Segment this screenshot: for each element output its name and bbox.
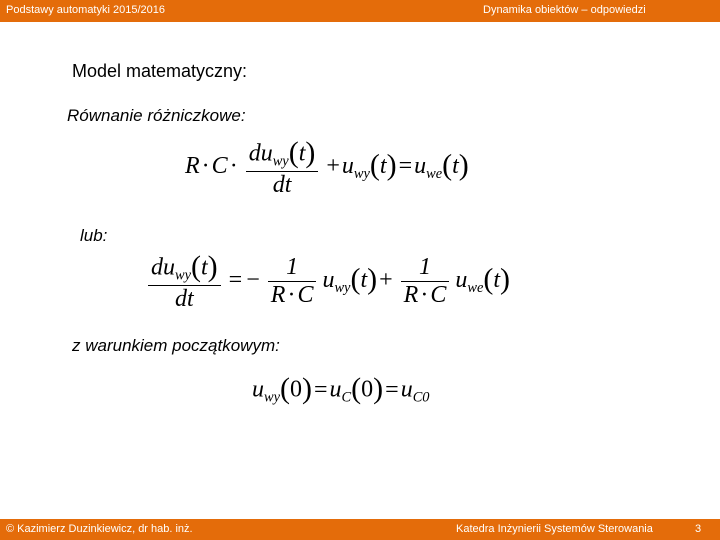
author: © Kazimierz Duzinkiewicz, dr hab. inż. — [6, 523, 193, 535]
course-title: Podstawy automatyki 2015/2016 — [6, 4, 165, 16]
initial-condition-label: z warunkiem początkowym: — [72, 336, 280, 355]
header-bar — [0, 0, 720, 22]
differential-equation-label: Równanie różniczkowe: — [67, 106, 246, 125]
slide-title: Model matematyczny: — [72, 61, 248, 81]
state-equation: $\frac{du_{wy}(t)}{dt}$ = − $\frac{1}{R\cdot C}$ $u_{wy}(t)+$ $\frac{1}{R\cdot C}$ $u_{we}(t)$ — [148, 250, 510, 313]
page-number: 3 — [695, 523, 702, 535]
footer-bar — [0, 519, 720, 540]
initial-condition-equation: $u_{wy}(0)=u_C(0)=u_{C0}$ — [252, 372, 430, 406]
section-title: Dynamika obiektów – odpowiedzi — [483, 4, 646, 16]
differential-equation: R·C· $\frac{du_{wy}(t)}{dt}$ $+u_{wy}(t)=u_{we}(t)$ — [185, 136, 469, 198]
alternative-form-label: lub: — [80, 226, 108, 245]
department: Katedra Inżynierii Systemów Sterowania — [456, 523, 653, 535]
